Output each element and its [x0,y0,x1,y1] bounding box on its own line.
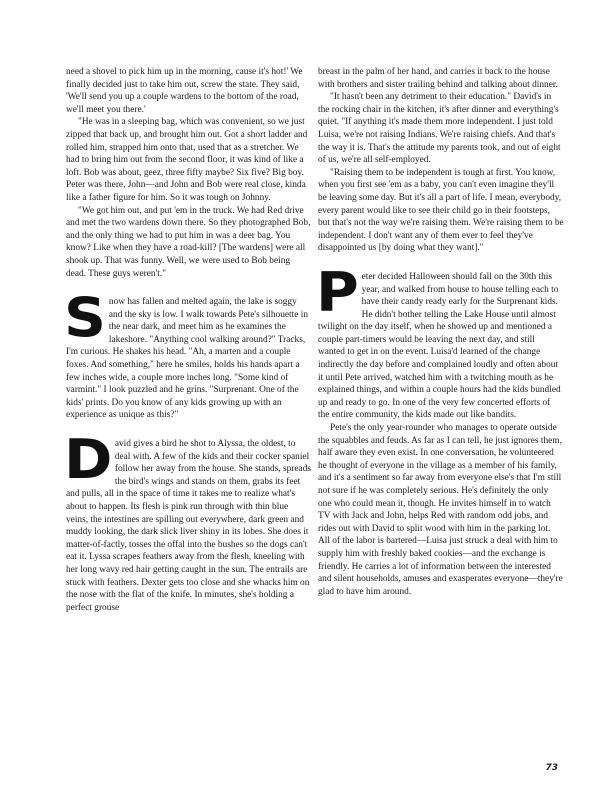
paragraph: "It hasn't been any detriment to their education." David's in the rocking chair in the kitchen, it's after dinner and everything's quiet. "If anything it's made them more independent. I just told Luisa, we're not raising Indians. We're raising chiefs. And that's the way it is. That's the attitude my parents took, and out of eight of us, we're all self-employed. [318,92,561,166]
section-paragraph [316,260,564,422]
page-number: 73 [545,763,558,773]
paragraph: "Raising them to be independent is tough at first. You know, when you first see 'em as a baby, you can't even imagine they'll be leaving some day. But it's all a part of life. I mean, everybody, every parent would like to see their child go in their footsteps, but that's not the way we're raising them. We're raising them to be independent. I don't want any of them ever to feel they've disappointed us [by doing what they want]." [318,167,564,254]
section-paragraph [64,286,312,422]
paragraph: Pete's the only year-rounder who manages to operate outside the squabbles and feuds. As far as I can tell, he just ignores them, half aware they even exist. In one conversation, he volunteered he thought of everyone in the village as a member of his family, and it's a sentiment so far away from everyone else's that I'm still not sure if he was completely serious. He's definitely the only one who could mean it, though. He invites himself in to watch TV with Jack and John, helps Red with random odd jobs, and rides out with David to split wood with him in the parking lot. All of the labor is bartered—Luisa just struck a deal with him to supply him with freshly baked cookies—and the exchange is friendly. He carries a lot of information between the interested and silent households, amuses and exasperates everyone—they're glad to have him around. [318,423,563,597]
paragraph-text: now has fallen and melted again, the lake is soggy and the sky is low. I walk towards Pete's silhouette in the near dark, and meet him as he examines the lakeshore. "Anything cool walking around?" Tracks, I'm curious. He shakes his head. "Ah, a marten and a couple foxes. And something," here he smiles, holds his hands apart a few inches wide, a couple more inches long. "Some kind of varmint." I look puzzled and he grins. "Surprenant. One of the kids' prints. Do you know of any kids growing up with an experience as unique as this?" [66,297,308,421]
drop-cap: D [64,428,113,492]
drop-cap: P [316,260,359,324]
paragraph: "We got him out, and put 'em in the truck. We had Red drive and met the two wardens down there. So they photographed Bob, and the only thing we had to put him in was a deer bag. You know? Like when they have a road-kill? [The wardens] were all shook up. That was funny. Well, we were used to Bob being dead. These guys weren't." [66,205,311,279]
paragraph-text: avid gives a bird he shot to Alyssa, the oldest, to deal with. A few of the kids and their cocker spaniel follow her away from the house. She stands, spreads the bird's wings and stands on them, grabs its feet and pulls, all in the space of time it takes me to realize what's about to happen. Its flesh is pink run through with thin blue veins, the intestines are spilling out everywhere, dark green and muddy looking, the dark slick liver shiny in its lobes. She does it matter-of-factly, tosses the offal into the bushes so the dogs can't eat it. Lyssa scrapes feathers away from the flesh, kneeling with her long wavy red hair getting caught in the sun. The entrails are stuck with feathers. Dexter gets too close and she whacks him on the nose with the flat of the knife. In minutes, she's holding a perfect grouse [66,439,312,613]
section-paragraph [64,428,312,614]
paragraph: "He was in a sleeping bag, which was convenient, so we just zipped that back up, and brought him out. Got a short ladder and rolled him, strapped him onto that, used that as a stretcher. We had to bring him out from the second floor, it was kind of like a loft. Bob was about, geez, three fifty maybe? Six five? Big boy. Peter was there, John—and John and Bob were real close, kinda like a father figure for him. So it was tough on Johnny. [66,117,308,203]
drop-cap: S [64,286,107,350]
paragraph-text: eter decided Halloween should fall on the 30th this year, and walked from house to house telling each to have their candy ready early for the Surprenant kids. He didn't bother telling the Lake House until almost twilight on the day itself, when he showed up and mentioned a couple part-timers would be leaving the next day, and still wanted to get in on the event. Luisa'd learned of the change indirectly the day before and complained loudly and often about it until Pete arrived, watched him with a twitching mouth as he explained things, and within a couple hours had the kids bundled up and ready to go. In one of the very few concerted efforts of the entire community, the kids made out like bandits. [318,271,561,421]
paragraph: need a shovel to pick him up in the morning, cause it's hot!' We finally decided just to take him out, screw the state. They said, 'We'll send you up a couple wardens to the bottom of the road, we'll meet you there.' [66,67,303,115]
right-column [318,66,564,598]
paragraph: breast in the palm of her hand, and carries it back to the house with brothers and sister trailing behind and talking about dinner. [318,67,558,90]
left-column [66,66,312,614]
